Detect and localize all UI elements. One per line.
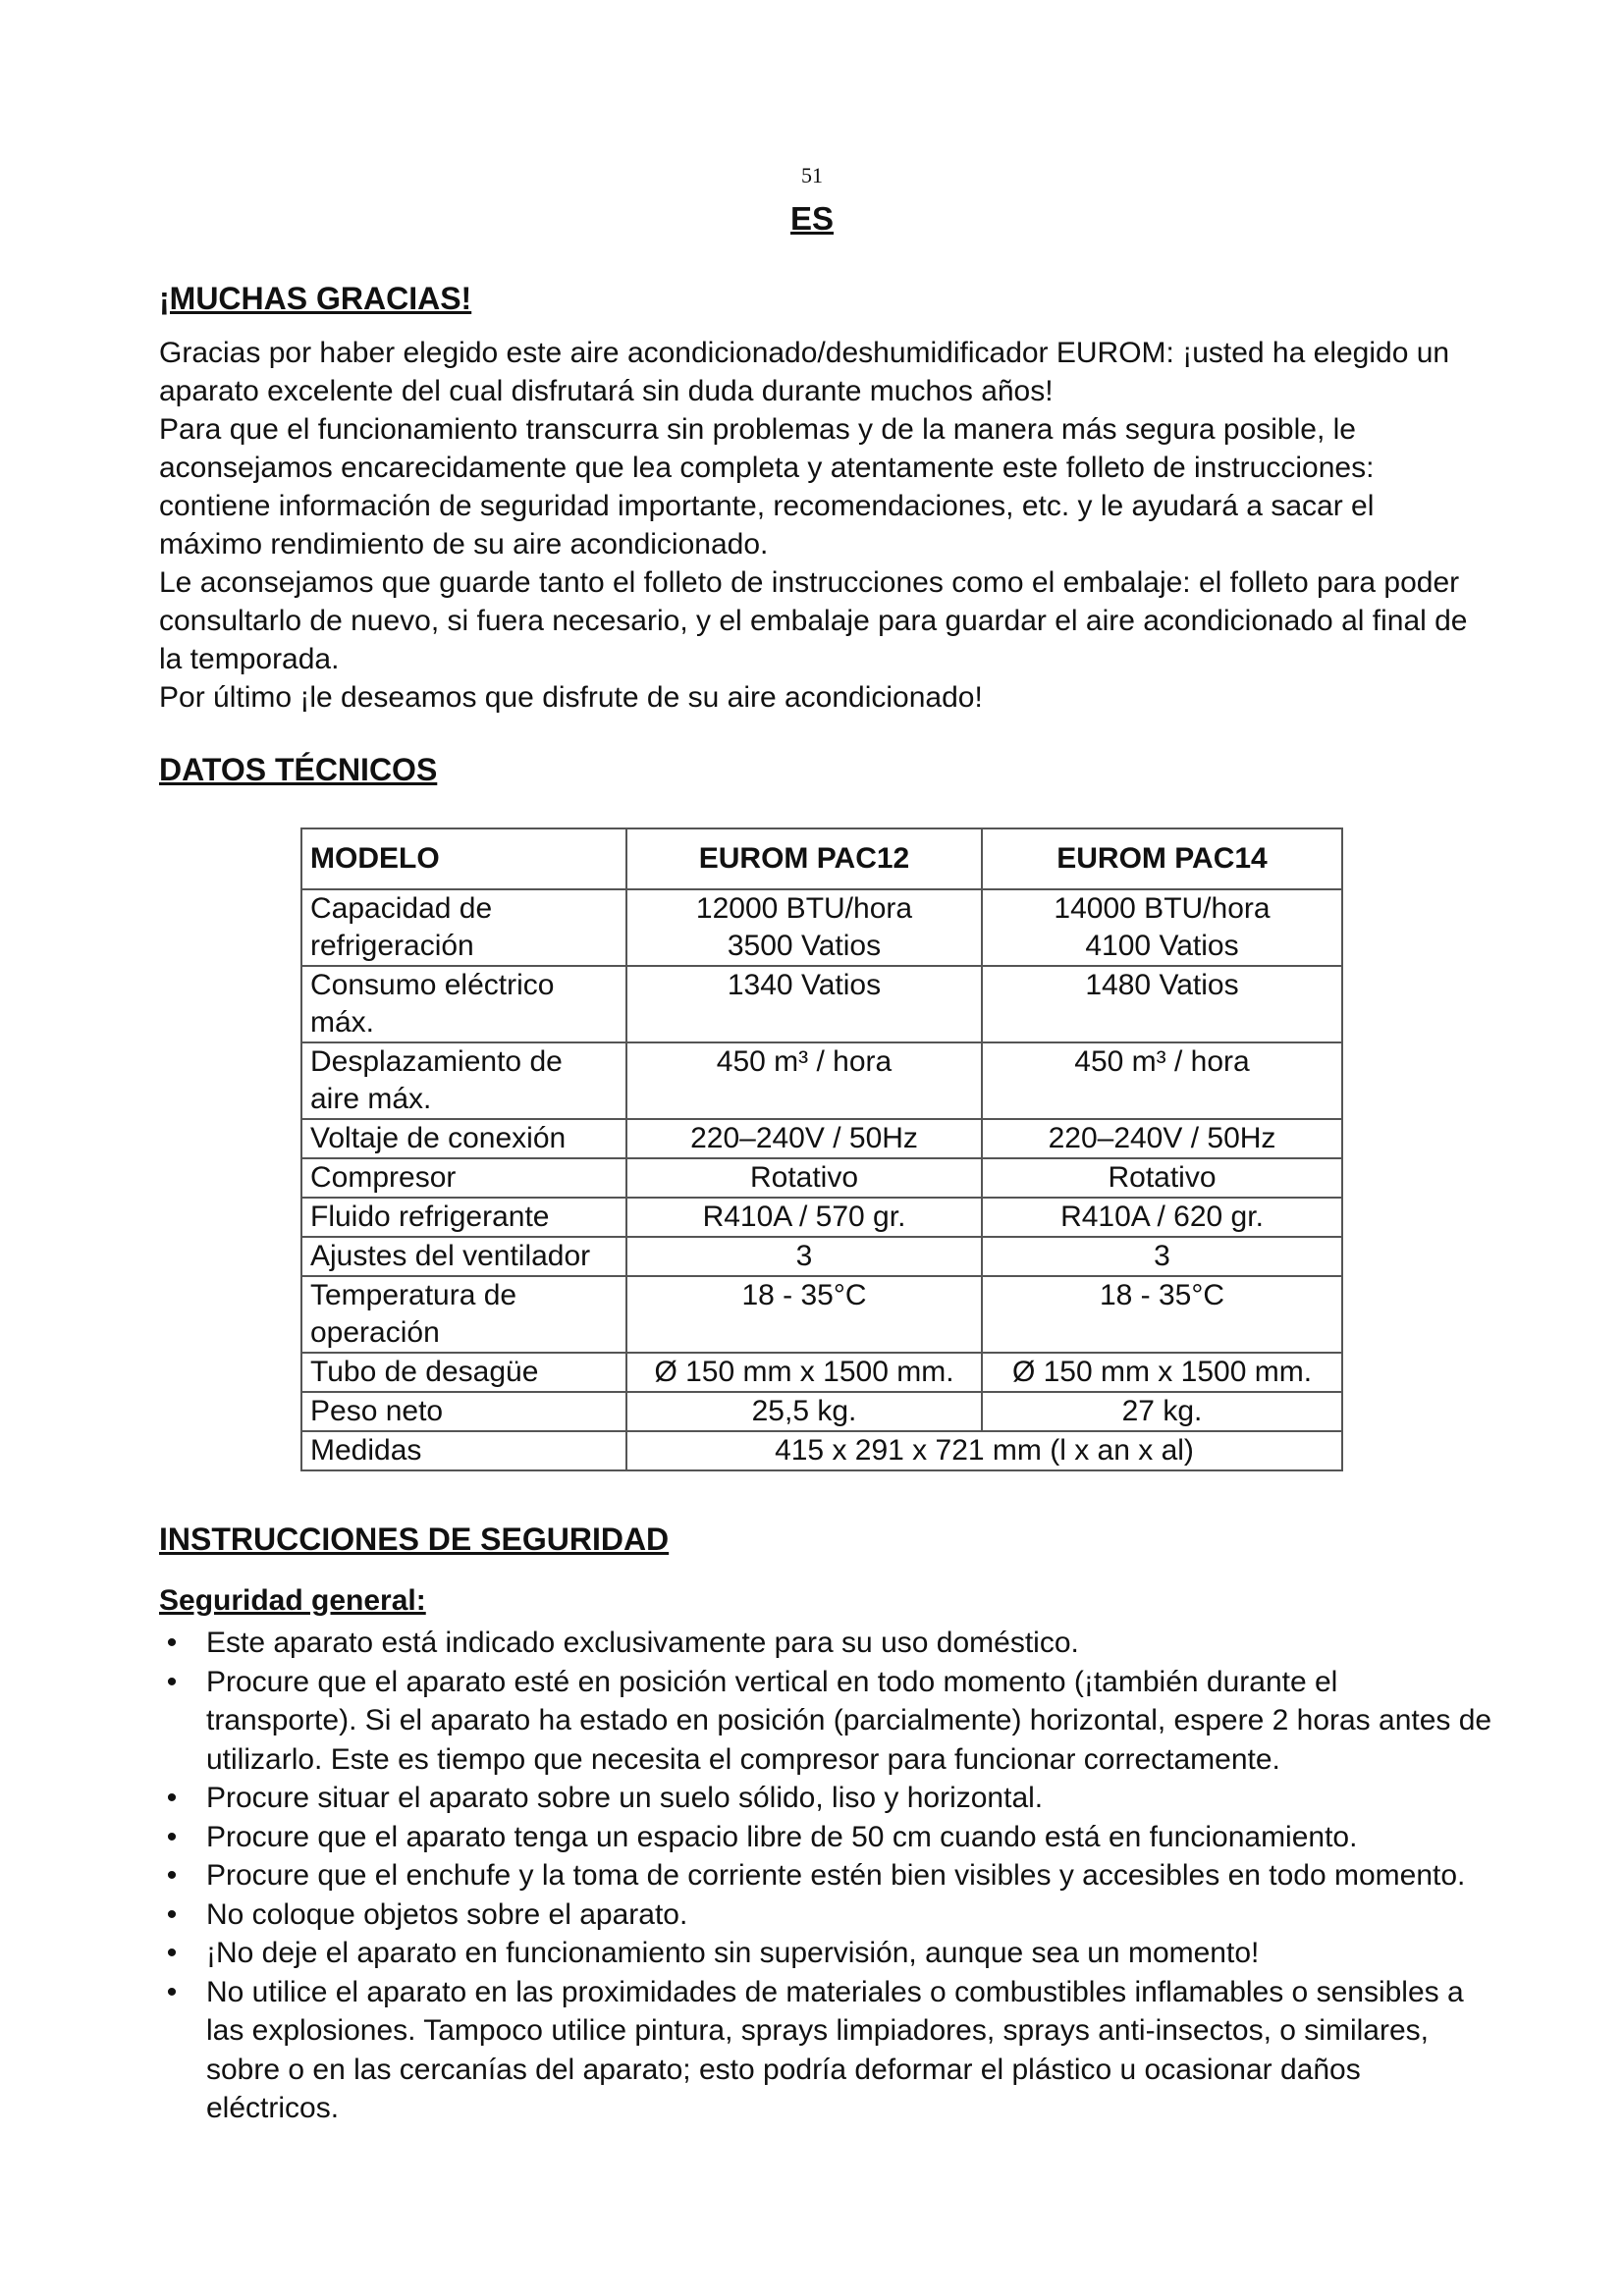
spec-value-pac12: 1340 Vatios	[626, 966, 982, 1042]
spec-label: Desplazamiento de aire máx.	[301, 1042, 626, 1119]
spec-value-pac14: 18 - 35°C	[982, 1276, 1342, 1353]
spec-label: Ajustes del ventilador	[301, 1237, 626, 1276]
spec-row	[301, 1392, 1342, 1431]
spec-row	[301, 1276, 1342, 1353]
spec-row	[301, 1119, 1342, 1158]
safety-item: • Procure que el aparato tenga un espacio libre de 50 cm cuando está en funcionamiento.	[159, 1818, 1494, 1857]
header-pac12: EUROM PAC12	[626, 828, 982, 889]
page-number: 51	[801, 163, 823, 187]
spec-value-pac12: 25,5 kg.	[626, 1392, 982, 1431]
spec-label: Consumo eléctrico máx.	[301, 966, 626, 1042]
specs-body	[301, 889, 1342, 1470]
spec-row	[301, 889, 1342, 966]
spec-value-pac12: 12000 BTU/hora 3500 Vatios	[626, 889, 982, 966]
spec-row	[301, 1158, 1342, 1198]
spec-value-pac12: Ø 150 mm x 1500 mm.	[626, 1353, 982, 1392]
spec-row	[301, 1198, 1342, 1237]
spec-value-pac14: 3	[982, 1237, 1342, 1276]
spec-value-pac14: Ø 150 mm x 1500 mm.	[982, 1353, 1342, 1392]
spec-label: Fluido refrigerante	[301, 1198, 626, 1237]
safety-list	[159, 1624, 1494, 2128]
intro-paragraph: Le aconsejamos que guarde tanto el folleto de instrucciones como el embalaje: el folleto para poder consultarlo de nuevo, si fuera necesario, y el embalaje para guardar el aire acondicionado al final de la temporada.	[159, 566, 1468, 675]
safety-item: • Procure situar el aparato sobre un suelo sólido, liso y horizontal.	[159, 1779, 1494, 1818]
spec-row	[301, 1353, 1342, 1392]
intro-text	[159, 334, 1485, 717]
safety-heading: INSTRUCCIONES DE SEGURIDAD	[159, 1522, 670, 1557]
spec-value-pac12: 450 m³ / hora	[626, 1042, 982, 1119]
safety-item: • No coloque objetos sobre el aparato.	[159, 1896, 1494, 1935]
specs-header-row	[301, 828, 1342, 889]
spec-value-dimensions: 415 x 291 x 721 mm (l x an x al)	[626, 1431, 1342, 1470]
intro-paragraph: Gracias por haber elegido este aire acondicionado/deshumidificador EUROM: ¡usted ha elegido un aparato excelente del cual disfrutará sin duda durante muchos años!	[159, 337, 1450, 407]
safety-item: • No utilice el aparato en las proximidades de materiales o combustibles inflamables o sensibles a las explosiones. Tampoco utilice pintura, sprays limpiadores, sprays anti-insectos, o similares, sobre o en las cercanías del aparato; esto podría deformar el plástico u ocasionar daños eléctricos.	[159, 1973, 1494, 2128]
safety-item: • ¡No deje el aparato en funcionamiento sin supervisión, aunque sea un momento!	[159, 1934, 1494, 1973]
spec-value-pac14: Rotativo	[982, 1158, 1342, 1198]
safety-subheading: Seguridad general:	[159, 1584, 426, 1617]
spec-label: Capacidad de refrigeración	[301, 889, 626, 966]
spec-row	[301, 1237, 1342, 1276]
spec-value-pac14: 14000 BTU/hora 4100 Vatios	[982, 889, 1342, 966]
language-code: ES	[789, 200, 835, 237]
specs-table	[300, 828, 1343, 1471]
spec-value-pac12: 220–240V / 50Hz	[626, 1119, 982, 1158]
intro-heading: ¡MUCHAS GRACIAS!	[159, 281, 472, 316]
spec-value-pac14: R410A / 620 gr.	[982, 1198, 1342, 1237]
specs-heading: DATOS TÉCNICOS	[159, 752, 438, 787]
spec-row	[301, 966, 1342, 1042]
intro-paragraph: Para que el funcionamiento transcurra sin problemas y de la manera más segura posible, le aconsejamos encarecidamente que lea completa y atentamente este folleto de instrucciones: contiene información de seguridad importante, recomendaciones, etc. y le ayudará a sacar el máximo rendimiento de su aire acondicionado.	[159, 413, 1375, 561]
spec-label: Temperatura de operación	[301, 1276, 626, 1353]
intro-paragraph: Por último ¡le deseamos que disfrute de su aire acondicionado!	[159, 681, 983, 714]
header-model: MODELO	[301, 828, 626, 889]
spec-label: Medidas	[301, 1431, 626, 1470]
safety-item: • Procure que el enchufe y la toma de corriente estén bien visibles y accesibles en todo momento.	[159, 1856, 1494, 1896]
spec-label: Voltaje de conexión	[301, 1119, 626, 1158]
spec-row	[301, 1042, 1342, 1119]
spec-value-pac14: 1480 Vatios	[982, 966, 1342, 1042]
spec-value-pac14: 27 kg.	[982, 1392, 1342, 1431]
spec-value-pac12: R410A / 570 gr.	[626, 1198, 982, 1237]
spec-label: Peso neto	[301, 1392, 626, 1431]
spec-value-pac14: 450 m³ / hora	[982, 1042, 1342, 1119]
spec-value-pac12: Rotativo	[626, 1158, 982, 1198]
header-pac14: EUROM PAC14	[982, 828, 1342, 889]
safety-item: • Procure que el aparato esté en posición vertical en todo momento (¡también durante el transporte). Si el aparato ha estado en posición (parcialmente) horizontal, espere 2 horas antes de utilizarlo. Este es tiempo que necesita el compresor para funcionar correctamente.	[159, 1663, 1494, 1780]
spec-label: Tubo de desagüe	[301, 1353, 626, 1392]
spec-label: Compresor	[301, 1158, 626, 1198]
safety-item: • Este aparato está indicado exclusivamente para su uso doméstico.	[159, 1624, 1494, 1663]
spec-value-pac14: 220–240V / 50Hz	[982, 1119, 1342, 1158]
spec-row-dimensions	[301, 1431, 1342, 1470]
spec-value-pac12: 18 - 35°C	[626, 1276, 982, 1353]
spec-value-pac12: 3	[626, 1237, 982, 1276]
